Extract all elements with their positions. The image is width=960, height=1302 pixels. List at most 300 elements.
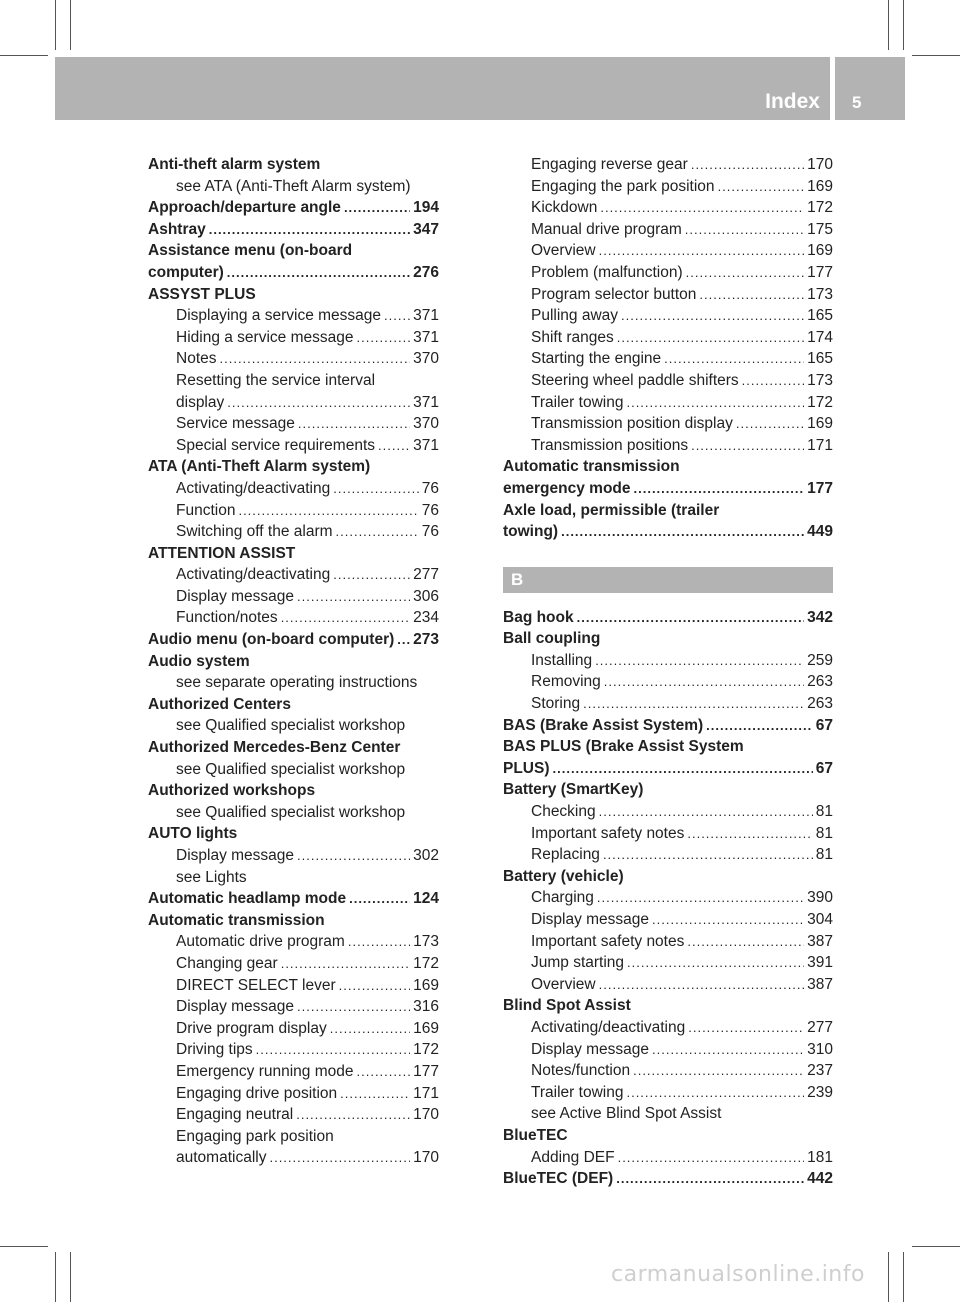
entry-text: Installing: [531, 651, 593, 669]
entry-text: Authorized Mercedes-Benz Center: [148, 739, 401, 757]
leader-dots: [599, 801, 813, 823]
index-subentry: [503, 392, 833, 414]
index-entry: [148, 823, 439, 845]
entry-text: Axle load, permissible (trailer: [503, 501, 720, 519]
leader-dots: [577, 607, 805, 629]
page-ref: 371: [413, 436, 439, 454]
entry-text: Engaging reverse gear: [531, 156, 688, 173]
leader-dots: [699, 284, 804, 306]
index-subentry: [503, 1039, 833, 1061]
crop-mark: [912, 1246, 960, 1247]
page-ref: 177: [413, 1062, 439, 1080]
entry-text: Function/notes: [176, 609, 278, 627]
entry-text: see Lights: [176, 868, 247, 886]
leader-dots: [604, 671, 804, 693]
entry-text: Display message: [531, 911, 650, 928]
index-subentry: [503, 435, 833, 457]
index-subentry: [503, 974, 833, 996]
index-subentry: [148, 586, 439, 608]
page-ref: 342: [807, 608, 833, 626]
leader-dots: [333, 564, 410, 586]
leader-dots: [600, 197, 804, 219]
entry-text: computer): [148, 263, 224, 281]
leader-dots: [687, 931, 804, 953]
page-ref: 371: [413, 307, 439, 325]
entry-text: Program selector button: [531, 285, 697, 303]
index-entry: [503, 628, 833, 650]
leader-dots: [298, 413, 410, 435]
entry-text: Storing: [531, 695, 581, 713]
leader-dots: [595, 650, 804, 672]
leader-dots: [281, 953, 410, 975]
leader-dots: [340, 1083, 410, 1105]
entry-text: Steering wheel paddle shifters: [531, 371, 739, 389]
leader-dots: [296, 1104, 410, 1126]
entry-text: Automatic drive program: [176, 933, 345, 951]
entry-text: Activating/deactivating: [176, 479, 331, 497]
index-entry: [503, 1168, 833, 1190]
index-subentry: [503, 952, 833, 974]
crop-mark: [70, 0, 71, 50]
page-ref: 175: [807, 220, 833, 238]
page-ref: 170: [413, 1106, 439, 1124]
index-subentry: [503, 823, 833, 845]
page-title: Index: [765, 90, 820, 113]
entry-text: Ashtray: [148, 220, 206, 238]
entry-text: display: [176, 393, 225, 411]
crop-mark: [55, 0, 56, 50]
page-ref: 277: [413, 566, 439, 584]
watermark: carmanualsonline.info: [611, 1262, 865, 1287]
page-ref: 449: [807, 523, 833, 541]
index-subentry: [148, 370, 439, 392]
index-subentry: [503, 1060, 833, 1082]
index-subentry: [148, 348, 439, 370]
entry-text: Manual drive program: [531, 220, 682, 238]
entry-text: Authorized workshops: [148, 782, 316, 800]
index-subentry: [148, 1147, 439, 1169]
entry-text: Removing: [531, 673, 601, 691]
index-subentry: [503, 219, 833, 241]
page-ref: 169: [807, 177, 833, 195]
page-ref: 169: [807, 242, 833, 260]
index-list-top: [503, 154, 833, 543]
entry-text: BAS PLUS (Brake Assist System: [503, 738, 744, 756]
page-ref: 263: [807, 695, 833, 713]
leader-dots: [633, 1060, 804, 1082]
entry-text: Display message: [176, 587, 295, 605]
entry-text: DIRECT SELECT lever: [176, 976, 336, 994]
page-ref: 172: [807, 393, 833, 411]
leader-dots: [599, 240, 805, 262]
leader-dots: [209, 219, 410, 241]
entry-text: Pulling away: [531, 307, 619, 325]
index-entry: [503, 758, 833, 780]
page-ref: 169: [807, 415, 833, 433]
entry-text: Engaging park position: [176, 1127, 334, 1145]
entry-text: Battery (vehicle): [503, 867, 624, 885]
page-ref: 316: [413, 998, 439, 1016]
entry-text: Kickdown: [531, 199, 598, 217]
index-subentry: [503, 240, 833, 262]
entry-text: Notes/function: [531, 1062, 631, 1080]
entry-text: see Qualified specialist workshop: [176, 717, 406, 735]
page-ref: 165: [807, 350, 833, 368]
entry-text: Important safety notes: [531, 932, 685, 950]
index-entry: [503, 521, 833, 543]
leader-dots: [691, 154, 804, 176]
page-ref: 172: [413, 954, 439, 972]
entry-text: Checking: [531, 803, 596, 821]
leader-dots: [626, 392, 804, 414]
leader-dots: [220, 348, 411, 370]
index-subentry: [148, 564, 439, 586]
page-ref: 194: [413, 199, 439, 217]
index-subentry: [503, 887, 833, 909]
entry-text: Bag hook: [503, 608, 574, 626]
leader-dots: [378, 435, 410, 457]
index-subentry: [503, 1103, 833, 1125]
entry-text: Emergency running mode: [176, 1062, 354, 1080]
index-subentry: [148, 1018, 439, 1040]
entry-text: Switching off the alarm: [176, 523, 333, 541]
page-ref: 169: [413, 976, 439, 994]
page-ref: 173: [807, 285, 833, 303]
index-entry: [503, 1125, 833, 1147]
crop-mark: [0, 55, 48, 56]
index-entry: [148, 780, 439, 802]
index-subentry: [503, 1147, 833, 1169]
leader-dots: [742, 370, 804, 392]
index-subentry: [503, 284, 833, 306]
index-entry: [148, 219, 439, 241]
page-ref: 173: [413, 933, 439, 951]
section-letter-bar: B: [503, 567, 833, 593]
entry-text: Approach/departure angle: [148, 199, 341, 217]
index-subentry: [503, 327, 833, 349]
index-subentry: [148, 305, 439, 327]
page-ref: 304: [807, 911, 833, 928]
leader-dots: [621, 305, 804, 327]
index-subentry: [148, 500, 439, 522]
leader-dots: [652, 909, 804, 931]
crop-mark: [903, 1252, 904, 1302]
entry-text: BlueTEC: [503, 1126, 568, 1144]
index-entry: [503, 779, 833, 801]
leader-dots: [297, 845, 410, 867]
entry-text: ATA (Anti-Theft Alarm system): [148, 458, 371, 476]
leader-dots: [336, 521, 419, 543]
page-ref: 370: [413, 415, 439, 433]
index-subentry: [148, 1039, 439, 1061]
leader-dots: [706, 715, 813, 737]
index-entry: [503, 607, 833, 629]
leader-dots: [553, 758, 813, 780]
page-ref: 310: [807, 1040, 833, 1058]
leader-dots: [599, 974, 805, 996]
index-subentry: [148, 176, 439, 198]
index-entry: [503, 736, 833, 758]
entry-text: see Qualified specialist workshop: [176, 803, 406, 821]
page-ref: 387: [807, 975, 833, 993]
index-subentry: [503, 348, 833, 370]
entry-text: Ball coupling: [503, 630, 601, 648]
page-ref: 276: [413, 263, 439, 281]
index-entry: [148, 629, 439, 651]
leader-dots: [330, 1018, 410, 1040]
entry-text: Service message: [176, 415, 295, 433]
leader-dots: [348, 931, 410, 953]
page-ref: 263: [807, 673, 833, 691]
index-subentry: [503, 413, 833, 435]
page-ref: 170: [807, 156, 833, 173]
entry-text: Anti-theft alarm system: [148, 156, 321, 173]
page-ref: 67: [815, 716, 833, 734]
entry-text: BAS (Brake Assist System): [503, 716, 704, 734]
index-entry: [148, 651, 439, 673]
page-ref: 177: [807, 479, 833, 497]
entry-text: Changing gear: [176, 954, 278, 972]
leader-dots: [269, 1147, 410, 1169]
index-column-left: [148, 154, 439, 1169]
page-ref: 306: [413, 587, 439, 605]
index-subentry: [503, 197, 833, 219]
index-subentry: [148, 392, 439, 414]
index-subentry: [503, 693, 833, 715]
entry-text: Shift ranges: [531, 328, 614, 346]
entry-text: Automatic transmission: [148, 911, 325, 929]
crop-mark: [903, 0, 904, 50]
page-ref: 391: [807, 954, 833, 972]
crop-mark: [888, 0, 889, 50]
entry-text: ASSYST PLUS: [148, 285, 256, 303]
leader-dots: [686, 262, 805, 284]
entry-text: Starting the engine: [531, 350, 662, 368]
entry-text: Jump starting: [531, 954, 625, 972]
index-entry: [148, 694, 439, 716]
page-ref: 170: [413, 1149, 439, 1167]
entry-text: Resetting the service interval: [176, 371, 376, 389]
leader-dots: [227, 392, 410, 414]
page-ref: 81: [815, 803, 833, 821]
index-subentry: [503, 801, 833, 823]
leader-dots: [664, 348, 804, 370]
index-entry: [148, 197, 439, 219]
page-number: 5: [852, 93, 862, 112]
entry-text: Adding DEF: [531, 1148, 615, 1166]
index-entry: [503, 715, 833, 737]
index-entry: [503, 456, 833, 478]
index-subentry: [148, 1104, 439, 1126]
page-ref: 67: [815, 759, 833, 777]
page-ref: 442: [807, 1170, 833, 1188]
entry-text: towing): [503, 523, 559, 541]
index-subentry: [503, 650, 833, 672]
index-subentry: [503, 176, 833, 198]
header-separator: [830, 57, 835, 120]
entry-text: BlueTEC (DEF): [503, 1170, 614, 1188]
index-subentry: [503, 154, 833, 176]
entry-text: Transmission positions: [531, 436, 689, 454]
page-ref: 390: [807, 889, 833, 907]
page-ref: 81: [815, 846, 833, 864]
leader-dots: [339, 975, 410, 997]
page-ref: 172: [807, 199, 833, 217]
entry-text: Assistance menu (on-board: [148, 242, 353, 260]
index-subentry: [148, 1061, 439, 1083]
index-entry: [148, 456, 439, 478]
entry-text: Engaging neutral: [176, 1106, 294, 1124]
entry-text: Trailer towing: [531, 1083, 624, 1101]
entry-text: AUTO lights: [148, 825, 238, 843]
index-entry: [148, 284, 439, 306]
index-subentry: [503, 305, 833, 327]
page-ref: 277: [807, 1018, 833, 1036]
entry-text: Automatic headlamp mode: [148, 890, 347, 908]
crop-mark: [70, 1252, 71, 1302]
entry-text: Replacing: [531, 846, 600, 864]
leader-dots: [297, 586, 410, 608]
leader-dots: [256, 1039, 410, 1061]
entry-text: Engaging the park position: [531, 177, 715, 195]
entry-text: Activating/deactivating: [176, 566, 331, 584]
entry-text: Audio system: [148, 652, 250, 670]
entry-text: Display message: [531, 1040, 650, 1058]
page-ref: 171: [413, 1084, 439, 1102]
page-ref: 169: [413, 1019, 439, 1037]
index-entry: [503, 866, 833, 888]
index-subentry: [503, 671, 833, 693]
entry-text: Notes: [176, 350, 217, 368]
entry-text: Activating/deactivating: [531, 1018, 686, 1036]
crop-mark: [912, 55, 960, 56]
index-subentry: [148, 953, 439, 975]
entry-text: Blind Spot Assist: [503, 997, 631, 1015]
leader-dots: [227, 262, 410, 284]
leader-dots: [583, 693, 804, 715]
leader-dots: [627, 952, 804, 974]
page-ref: 371: [413, 328, 439, 346]
index-subentry: [148, 478, 439, 500]
leader-dots: [616, 1168, 804, 1190]
index-subentry: [503, 1082, 833, 1104]
index-entry: [503, 478, 833, 500]
page-ref: 177: [807, 263, 833, 281]
leader-dots: [617, 327, 804, 349]
leader-dots: [603, 844, 813, 866]
entry-text: automatically: [176, 1149, 267, 1167]
leader-dots: [333, 478, 419, 500]
entry-text: emergency mode: [503, 479, 631, 497]
entry-text: Display message: [176, 847, 295, 864]
index-subentry: [503, 262, 833, 284]
leader-dots: [357, 1061, 411, 1083]
index-entry: [148, 154, 439, 176]
page-ref: 76: [421, 523, 439, 541]
page-ref: 76: [421, 501, 439, 519]
leader-dots: [281, 607, 410, 629]
crop-mark: [55, 1252, 56, 1302]
entry-text: Battery (SmartKey): [503, 781, 644, 799]
index-entry: [148, 240, 439, 262]
index-list-bottom: [503, 607, 833, 1190]
entry-text: Automatic transmission: [503, 458, 680, 476]
entry-text: Audio menu (on-board computer): [148, 631, 395, 649]
page-ref: 387: [807, 932, 833, 950]
index-subentry: [148, 672, 439, 694]
entry-text: Display message: [176, 998, 295, 1016]
index-entry: [148, 737, 439, 759]
entry-text: ATTENTION ASSIST: [148, 544, 296, 562]
page-ref: 171: [807, 436, 833, 454]
page-ref: 302: [413, 847, 439, 864]
index-entry: [503, 500, 833, 522]
index-subentry: [148, 1083, 439, 1105]
leader-dots: [561, 521, 804, 543]
entry-text: Trailer towing: [531, 393, 624, 411]
index-subentry: [148, 802, 439, 824]
page-ref: 237: [807, 1062, 833, 1080]
page-ref: 239: [807, 1083, 833, 1101]
index-subentry: [148, 413, 439, 435]
leader-dots: [634, 478, 805, 500]
entry-text: Problem (malfunction): [531, 263, 683, 281]
entry-text: Hiding a service message: [176, 328, 354, 346]
leader-dots: [349, 888, 410, 910]
index-entry: [148, 543, 439, 565]
index-subentry: [148, 327, 439, 349]
leader-dots: [344, 197, 410, 219]
index-subentry: [148, 867, 439, 889]
leader-dots: [238, 500, 418, 522]
entry-text: Authorized Centers: [148, 695, 291, 713]
index-subentry: [148, 435, 439, 457]
index-subentry: [503, 370, 833, 392]
leader-dots: [718, 176, 805, 198]
entry-text: Overview: [531, 242, 596, 260]
index-subentry: [148, 975, 439, 997]
leader-dots: [356, 327, 410, 349]
entry-text: Special service requirements: [176, 436, 376, 454]
leader-dots: [618, 1147, 805, 1169]
page-ref: 165: [807, 307, 833, 325]
leader-dots: [626, 1082, 804, 1104]
entry-text: Charging: [531, 889, 594, 907]
leader-dots: [297, 996, 410, 1018]
page-ref: 173: [807, 371, 833, 389]
entry-text: Drive program display: [176, 1019, 327, 1037]
index-column-right: [503, 154, 833, 1190]
page-ref: 76: [421, 479, 439, 497]
page-ref: 174: [807, 328, 833, 346]
page-ref: 347: [413, 220, 439, 238]
entry-text: Driving tips: [176, 1041, 253, 1059]
page-ref: 81: [815, 824, 833, 842]
leader-dots: [687, 823, 812, 845]
crop-mark: [888, 1252, 889, 1302]
index-subentry: [148, 521, 439, 543]
leader-dots: [736, 413, 804, 435]
entry-text: see separate operating instructions: [176, 674, 418, 692]
index-entry: [503, 995, 833, 1017]
page-ref: 234: [413, 609, 439, 627]
index-subentry: [148, 1126, 439, 1148]
index-subentry: [503, 1017, 833, 1039]
leader-dots: [597, 887, 804, 909]
index-subentry: [148, 931, 439, 953]
page-ref: 273: [413, 631, 439, 649]
entry-text: PLUS): [503, 759, 550, 777]
